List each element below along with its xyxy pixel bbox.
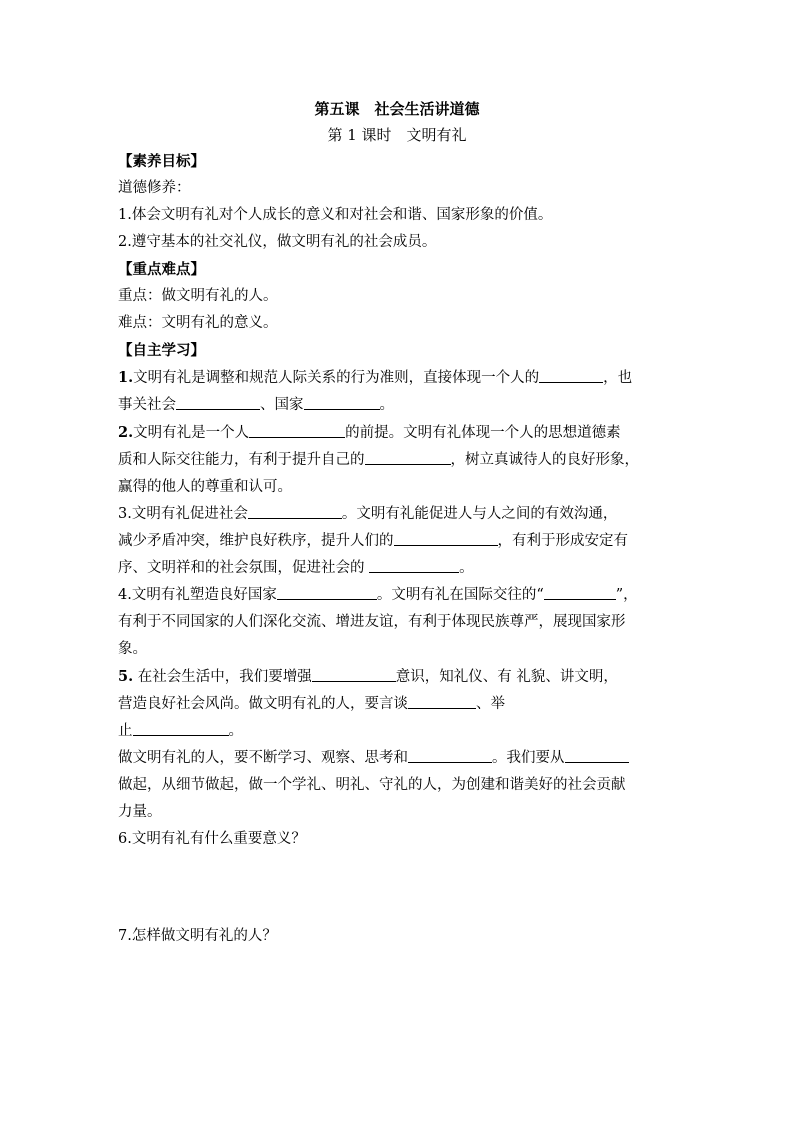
goals-label: 道德修养： xyxy=(118,180,191,196)
question-3-line-2: 减少矛盾冲突，维护良好秩序，提升人们的 ，有利于形成安定有 xyxy=(118,528,688,555)
question-number: 2. xyxy=(118,424,134,441)
fill-blank[interactable] xyxy=(312,664,396,682)
question-4-line-3: 象。 xyxy=(118,641,147,657)
fill-blank[interactable] xyxy=(365,447,451,465)
goals-heading: 【素养目标】 xyxy=(118,153,205,170)
question-4-line-2: 有利于不同国家的人们深化交流、增进友谊，有利于体现民族尊严，展现国家形 xyxy=(118,614,626,630)
question-6: 6.文明有礼有什么重要意义？ xyxy=(118,831,306,847)
lesson-title: 第五课 社会生活讲道德 xyxy=(314,100,480,118)
fill-blank[interactable] xyxy=(565,745,629,763)
question-5-line-1: 5. 在社会生活中，我们要增强 意识，知礼仪、有 礼貌、讲文明， xyxy=(118,663,688,691)
question-2-line-1: 2.文明有礼是一个人 的前提。文明有礼体现一个人的思想道德素 xyxy=(118,419,688,447)
question-7: 7.怎样做文明有礼的人？ xyxy=(118,928,277,944)
lesson-subtitle: 第 1 课时 文明有礼 xyxy=(327,126,467,144)
goal-item-2: 2.遵守基本的社交礼仪，做文明有礼的社会成员。 xyxy=(118,234,437,250)
question-3-line-1: 3.文明有礼促进社会 。文明有礼能促进人与人之间的有效沟通， xyxy=(118,501,688,528)
fill-blank[interactable] xyxy=(248,501,342,519)
question-2-line-2: 质和人际交往能力，有利于提升自己的 ，树立真诚待人的良好形象， xyxy=(118,447,688,474)
difficult-point: 难点：文明有礼的意义。 xyxy=(118,315,278,331)
question-5-line-5: 做起，从细节做起，做一个学礼、明礼、守礼的人，为创建和谐美好的社会贡献 xyxy=(118,777,626,793)
question-1-line-2: 事关社会 、国家 。 xyxy=(118,392,688,419)
fill-blank[interactable] xyxy=(539,365,603,383)
fill-blank[interactable] xyxy=(544,582,616,600)
question-5-line-6: 力量。 xyxy=(118,804,162,820)
answer-space-q6[interactable] xyxy=(118,853,688,923)
question-1-line-1: 1.文明有礼是调整和规范人际关系的行为准则，直接体现一个人的 ，也 xyxy=(118,364,688,392)
fill-blank[interactable] xyxy=(133,718,229,736)
self-study-heading: 【自主学习】 xyxy=(118,342,205,359)
question-5-line-4: 做文明有礼的人，要不断学习、观察、思考和 。我们要从 xyxy=(118,745,688,772)
worksheet-content xyxy=(118,148,688,950)
fill-blank[interactable] xyxy=(304,392,380,410)
fill-blank[interactable] xyxy=(408,745,492,763)
fill-blank[interactable] xyxy=(369,555,459,573)
fill-blank[interactable] xyxy=(249,420,345,438)
question-5-line-2: 营造良好社会风尚。做文明有礼的人，要言谈 、举 xyxy=(118,691,688,718)
question-number: 1. xyxy=(118,369,134,386)
key-point: 重点：做文明有礼的人。 xyxy=(118,288,278,304)
question-5-line-3: 止 。 xyxy=(118,718,688,745)
key-points-heading: 【重点难点】 xyxy=(118,261,205,278)
fill-blank[interactable] xyxy=(394,528,498,546)
fill-blank[interactable] xyxy=(408,691,476,709)
question-2-line-3: 赢得的他人的尊重和认可。 xyxy=(118,479,292,495)
question-3-line-3: 序、文明祥和的社会氛围，促进社会的 。 xyxy=(118,555,688,582)
question-4-line-1: 4.文明有礼塑造良好国家 。文明有礼在国际交往的“ ”， xyxy=(118,582,688,609)
question-number: 5. xyxy=(118,668,134,685)
fill-blank[interactable] xyxy=(277,582,377,600)
goal-item-1: 1.体会文明有礼对个人成长的意义和对社会和谐、国家形象的价值。 xyxy=(118,207,553,223)
fill-blank[interactable] xyxy=(176,392,260,410)
